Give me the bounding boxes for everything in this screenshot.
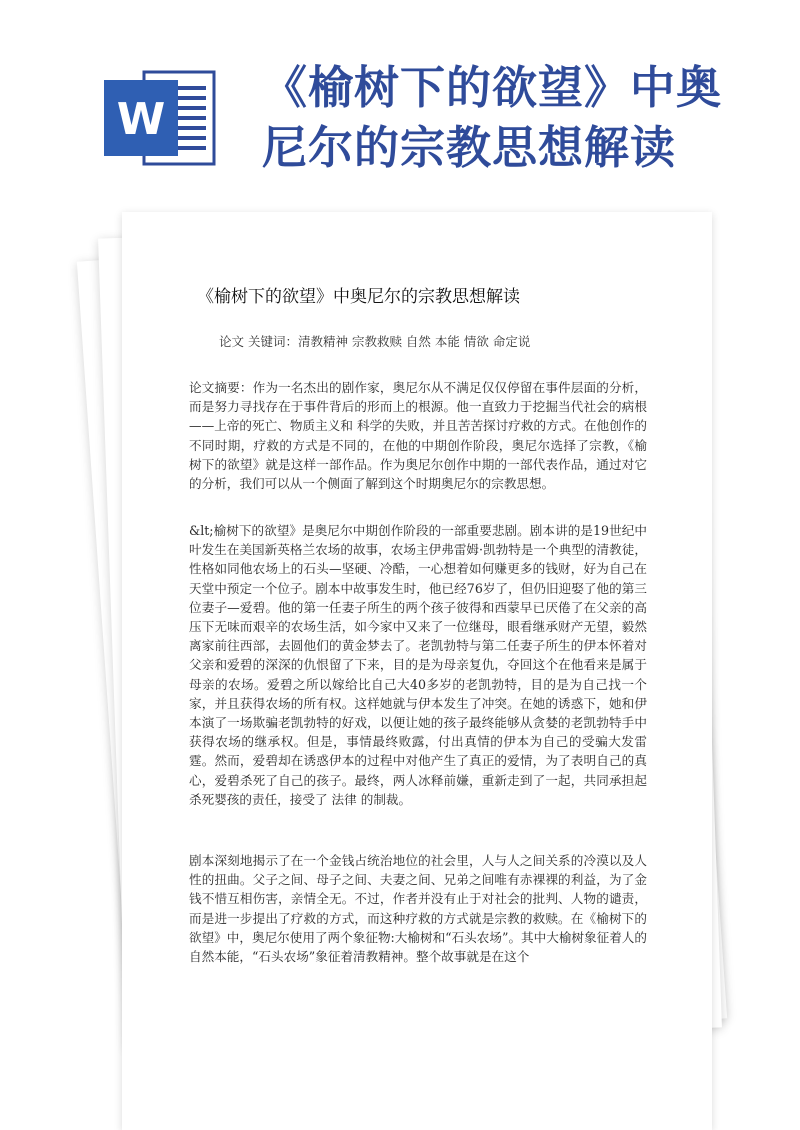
body-paragraph-1: &lt;榆树下的欲望》是奥尼尔中期创作阶段的一部重要悲剧。剧本讲的是19世纪中叶发生在美国新英格兰农场的故事，农场主伊弗雷姆·凯勃特是一个典型的清教徒，性格如同他农场上的石头—坚硬、冷酷，一心想着如何赚更多的钱财，好为自己在天堂中预定一个位子。剧本中故事发生时，他已经76岁了，但仍旧迎娶了他的第三位妻子—爱碧。他的第一任妻子所生的两个孩子彼得和西蒙早已厌倦了在父亲的高压下无味而艰辛的农场生活，如今家中又来了一位继母，眼看继承财产无望，毅然离家前往西部，去圆他们的黄金梦去了。老凯勃特与第二任妻子所生的伊本怀着对父亲和爱碧的深深的仇恨留了下来，目的是为母亲复仇，夺回这个在他看来是属于母亲的农场。爱碧之所以嫁给比自己大40多岁的老凯勃特，目的是为自己找一个家，并且获得农场的所有权。这样她就与伊本发生了冲突。在她的诱惑下，她和伊本演了一场欺骗老凯勃特的好戏，以便让她的孩子最终能够从贪婪的老凯勃特手中获得农场的继承权。但是，事情最终败露，付出真情的伊本为自己的受骗大发雷霆。然而，爱碧却在诱惑伊本的过程中对他产生了真正的爱情，为了表明自己的真心，爱碧杀死了自己的孩子。最终，两人冰释前嫌，重新走到了一起，共同承担起杀死婴孩的责任，接受了 法律 的制裁。 [189, 523, 647, 807]
body-paragraph-2: 剧本深刻地揭示了在一个金钱占统治地位的社会里，人与人之间关系的冷漠以及人性的扭曲。父子之间、母子之间、夫妻之间、兄弟之间唯有赤裸裸的利益，为了金钱不惜互相伤害，亲情全无。不过，作者并没有止于对社会的批判、人物的谴责，而是进一步提出了疗救的方式，而这种疗救的方式就是宗教的救赎。在《榆树下的欲望》中，奥尼尔使用了两个象征物:大榆树和“石头农场”。其中大榆树象征着人的自然本能，“石头农场”象征着清教精神。整个故事就是在这个 [189, 853, 647, 965]
page-title-line2: 尼尔的宗教思想解读 [262, 121, 677, 174]
page-title-line1: 《榆树下的欲望》中奥 [262, 61, 723, 114]
word-document-icon [104, 68, 216, 168]
page-title [262, 58, 782, 178]
document-preview [122, 212, 712, 1130]
document-title: 《榆树下的欲望》中奥尼尔的宗教思想解读 [197, 287, 520, 307]
document-keywords: 论文 关键词：清教精神 宗教救赎 自然 本能 情欲 命定说 [219, 334, 531, 349]
abstract-paragraph: 论文摘要：作为一名杰出的剧作家，奥尼尔从不满足仅仅停留在事件层面的分析，而是努力寻找存在于事件背后的形而上的根源。他一直致力于挖掘当代社会的病根——上帝的死亡、物质主义和 科学的失败，并且苦苦探讨疗救的方式。在他创作的不同时期，疗救的方式是不同的，在他的中期创作阶段，奥尼尔选择了宗教，《榆树下的欲望》就是这样一部作品。作为奥尼尔创作中期的一部代表作品，通过对它的分析，我们可以从一个侧面了解到这个时期奥尼尔的宗教思想。 [189, 380, 647, 492]
word-icon-letter: W [116, 94, 166, 145]
